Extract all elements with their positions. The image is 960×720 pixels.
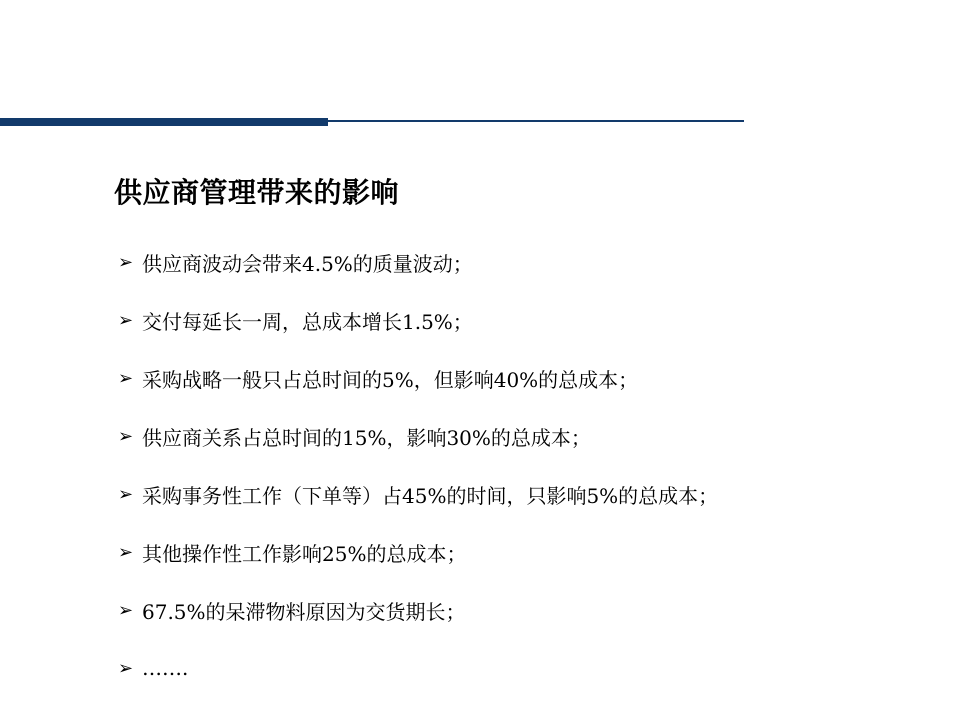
arrow-bullet-icon: ➢ [118,251,134,273]
bullet-item [118,233,718,291]
arrow-bullet-icon: ➢ [118,599,134,621]
bullet-item [118,523,718,581]
arrow-bullet-icon: ➢ [118,425,134,447]
arrow-bullet-icon: ➢ [118,367,134,389]
bullet-text: 其他操作性工作影响25%的总成本； [142,541,467,566]
arrow-bullet-icon: ➢ [118,657,134,679]
slide-title: 供应商管理带来的影响 [114,176,400,209]
arrow-bullet-icon: ➢ [118,541,134,563]
arrow-bullet-icon: ➢ [118,483,134,505]
bullet-text: ……. [142,656,189,680]
bullet-item [118,291,718,349]
bullet-text: 采购事务性工作（下单等）占45%的时间，只影响5%的总成本； [142,483,719,508]
bullet-text: 67.5%的呆滞物料原因为交货期长； [142,599,466,624]
bullet-text: 供应商关系占总时间的15%，影响30%的总成本； [142,425,591,450]
bullet-item [118,581,718,639]
bullet-text: 采购战略一般只占总时间的5%，但影响40%的总成本； [142,367,639,392]
bullet-item [118,349,718,407]
bullet-text: 供应商波动会带来4.5%的质量波动； [142,251,473,276]
bullet-item [118,465,718,523]
bullet-text: 交付每延长一周，总成本增长1.5%； [142,309,473,334]
arrow-bullet-icon: ➢ [118,309,134,331]
header-rule-thick [0,118,328,126]
bullet-list [118,245,718,709]
bullet-item [118,407,718,465]
header-rule-thin [328,120,744,122]
bullet-item [118,639,718,697]
